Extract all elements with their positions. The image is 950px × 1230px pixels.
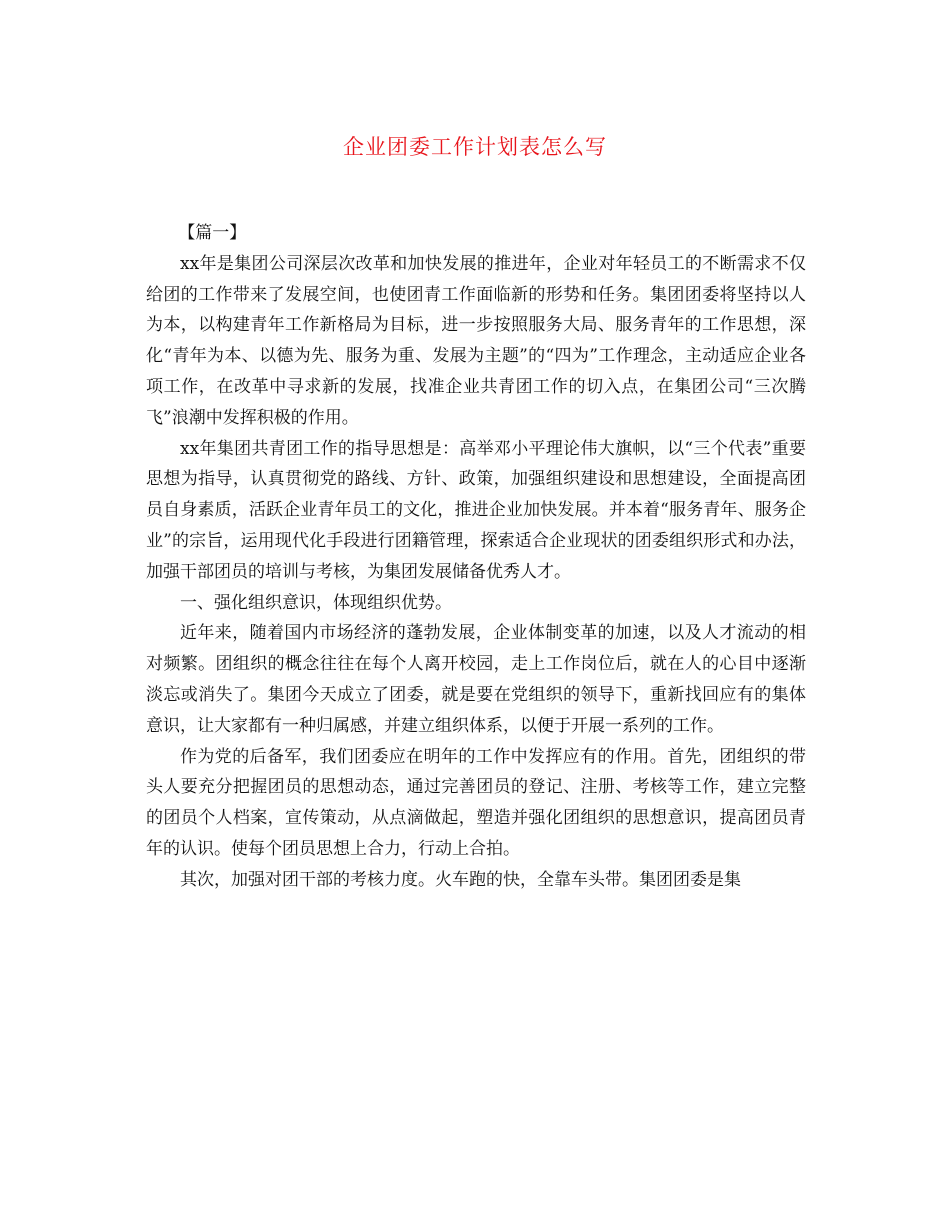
paragraph-recent-years: 近年来，随着国内市场经济的蓬勃发展，企业体制变革的加速，以及人才流动的相对频繁。团组织的概念往往在每个人离开校园，走上工作岗位后，就在人的心目中逐渐淡忘或消失了。集团今天成立了团委，就是要在党组织的领导下，重新找回应有的集体意识，让大家都有一种归属感，并建立组织体系，以便于开展一系列的工作。 — [146, 623, 806, 736]
section-heading-1: 一、强化组织意识，体现组织优势。 — [180, 592, 452, 613]
paragraph-secondly: 其次，加强对团干部的考核力度。火车跑的快，全靠车头带。集团团委是集 — [180, 869, 741, 890]
paragraph-intro: xx年是集团公司深层次改革和加快发展的推进年，企业对年轻员工的不断需求不仅给团的工作带来了发展空间，也使团青工作面临新的形势和任务。集团团委将坚持以人为本，以构建青年工作新格局为目标，进一步按照服务大局、服务青年的工作思想，深化“青年为本、以德为先、服务为重、发展为主题”的“四为”工作理念，主动适应企业各项工作，在改革中寻求新的发展，找准企业共青团工作的切入点，在集团公司“三次腾飞”浪潮中发挥积极的作用。 — [146, 253, 806, 428]
paragraph-reserve-army: 作为党的后备军，我们团委应在明年的工作中发挥应有的作用。首先，团组织的带头人要充分把握团员的思想动态，通过完善团员的登记、注册、考核等工作，建立完整的团员个人档案，宣传策动，从点滴做起，塑造并强化团组织的思想意识，提高团员青年的认识。使每个团员思想上合力，行动上合拍。 — [146, 746, 806, 859]
document-title: 企业团委工作计划表怎么写 — [343, 135, 607, 159]
document-body — [146, 218, 806, 896]
paragraph-guiding-ideology: xx年集团共青团工作的指导思想是：高举邓小平理论伟大旗帜，以“三个代表”重要思想为指导，认真贯彻党的路线、方针、政策，加强组织建设和思想建设，全面提高团员自身素质，活跃企业青年员工的文化，推进企业加快发展。并本着“服务青年、服务企业”的宗旨，运用现代化手段进行团籍管理，探索适合企业现状的团委组织形式和办法，加强干部团员的培训与考核，为集团发展储备优秀人才。 — [146, 438, 806, 582]
section-label: 【篇一】 — [178, 223, 247, 243]
